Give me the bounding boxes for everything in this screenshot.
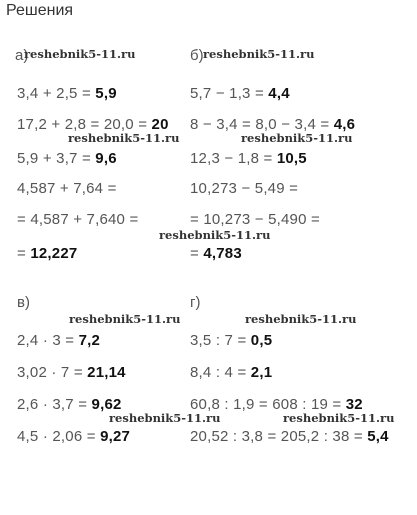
section-v-line-3: 2,6 · 3,7 = 9,62 (17, 396, 122, 413)
watermark: reshebnik5-11.ru (245, 312, 357, 326)
watermark: reshebnik5-11.ru (159, 228, 271, 242)
section-b-line-3: 12,3 − 1,8 = 10,5 (190, 150, 307, 167)
section-v-line-1: 2,4 · 3 = 7,2 (17, 332, 101, 349)
section-a-line-1: 3,4 + 2,5 = 5,9 (17, 85, 117, 102)
section-b-line-4: 10,273 − 5,49 = (190, 180, 299, 197)
watermark: reshebnik5-11.ru (241, 131, 353, 145)
section-v-line-4: 4,5 · 2,06 = 9,27 (17, 428, 131, 445)
section-b-line-2: 8 − 3,4 = 8,0 − 3,4 = 4,6 (190, 116, 356, 133)
page-title: Решения (6, 2, 74, 19)
section-a-line-3: 5,9 + 3,7 = 9,6 (17, 150, 117, 167)
watermark: reshebnik5-11.ru (203, 47, 315, 61)
section-b-line-6: = 4,783 (190, 245, 242, 262)
section-a-line-2: 17,2 + 2,8 = 20,0 = 20 (17, 116, 169, 133)
section-a-line-4: 4,587 + 7,64 = (17, 180, 117, 197)
section-g-line-4: 20,52 : 3,8 = 205,2 : 38 = 5,4 (190, 428, 389, 445)
watermark: reshebnik5-11.ru (109, 411, 221, 425)
section-g-line-2: 8,4 : 4 = 2,1 (190, 364, 273, 381)
section-v-label: в) (17, 294, 30, 311)
watermark: reshebnik5-11.ru (69, 312, 181, 326)
watermark: reshebnik5-11.ru (283, 411, 395, 425)
section-b-line-1: 5,7 − 1,3 = 4,4 (190, 85, 290, 102)
section-b-line-5: = 10,273 − 5,490 = (190, 211, 320, 228)
section-v-line-2: 3,02 · 7 = 21,14 (17, 364, 126, 381)
section-a-line-6: = 12,227 (17, 245, 78, 262)
watermark: reshebnik5-11.ru (24, 47, 136, 61)
section-a-line-5: = 4,587 + 7,640 = (17, 211, 139, 228)
section-g-label: г) (190, 294, 201, 311)
section-b-label: б) (190, 47, 204, 64)
section-g-line-3: 60,8 : 1,9 = 608 : 19 = 32 (190, 396, 363, 413)
watermark: reshebnik5-11.ru (68, 131, 180, 145)
section-a-label: а) (15, 47, 29, 64)
section-g-line-1: 3,5 : 7 = 0,5 (190, 332, 273, 349)
